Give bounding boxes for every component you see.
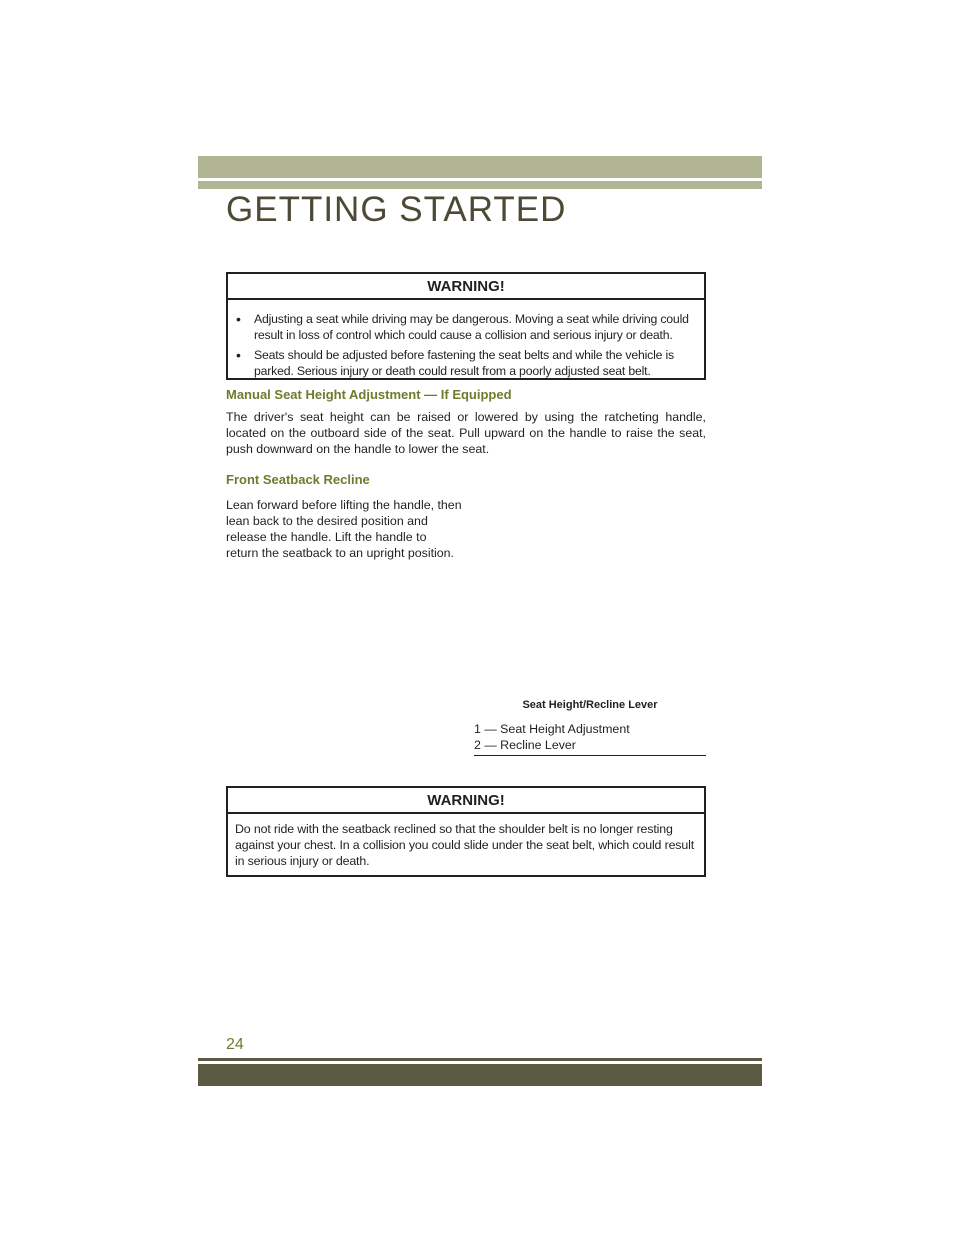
footer-band-thin [198,1058,762,1061]
warning-item: • Seats should be adjusted before fastening the seat belts and while the vehicle is parked. Serious injury or death could result from a poorly adjusted seat belt. [254,347,696,379]
warning-heading: WARNING! [228,788,704,814]
warning-text: Do not ride with the seatback reclined so that the shoulder belt is no longer resting against your chest. In a collision you could slide under the seat belt, which could result in serious injury or death. [235,822,694,868]
paragraph-manual-seat-height: The driver's seat height can be raised or lowered by using the ratcheting handle, located on the outboard side of the seat. Pull upward on the handle to raise the seat, push downward on the handle to lower the seat. [226,410,706,456]
heading-front-seatback-recline: Front Seatback Recline [226,472,370,487]
page-number: 24 [226,1036,244,1053]
section-title: GETTING STARTED [226,190,567,229]
legend-item: 1 — Seat Height Adjustment [474,722,630,736]
heading-manual-seat-height: Manual Seat Height Adjustment — If Equipped [226,387,512,402]
warning-heading: WARNING! [228,274,704,300]
figure-caption: Seat Height/Recline Lever [522,699,658,711]
footer-band [198,1064,762,1086]
header-band [198,156,762,178]
warning-box-recline [226,786,706,877]
figure-legend [474,721,706,756]
warning-item: • Adjusting a seat while driving may be dangerous. Moving a seat while driving could result in loss of control which could cause a collision and serious injury or death. [254,311,696,343]
warning-list [228,300,704,379]
warning-box-seat-adjust [226,272,706,380]
legend-item: 2 — Recline Lever [474,738,576,752]
paragraph-front-seatback-recline: Lean forward before lifting the handle, then lean back to the desired position and release the handle. Lift the handle to return the seatback to an upright position. [226,498,462,560]
header-band-thin [198,181,762,189]
